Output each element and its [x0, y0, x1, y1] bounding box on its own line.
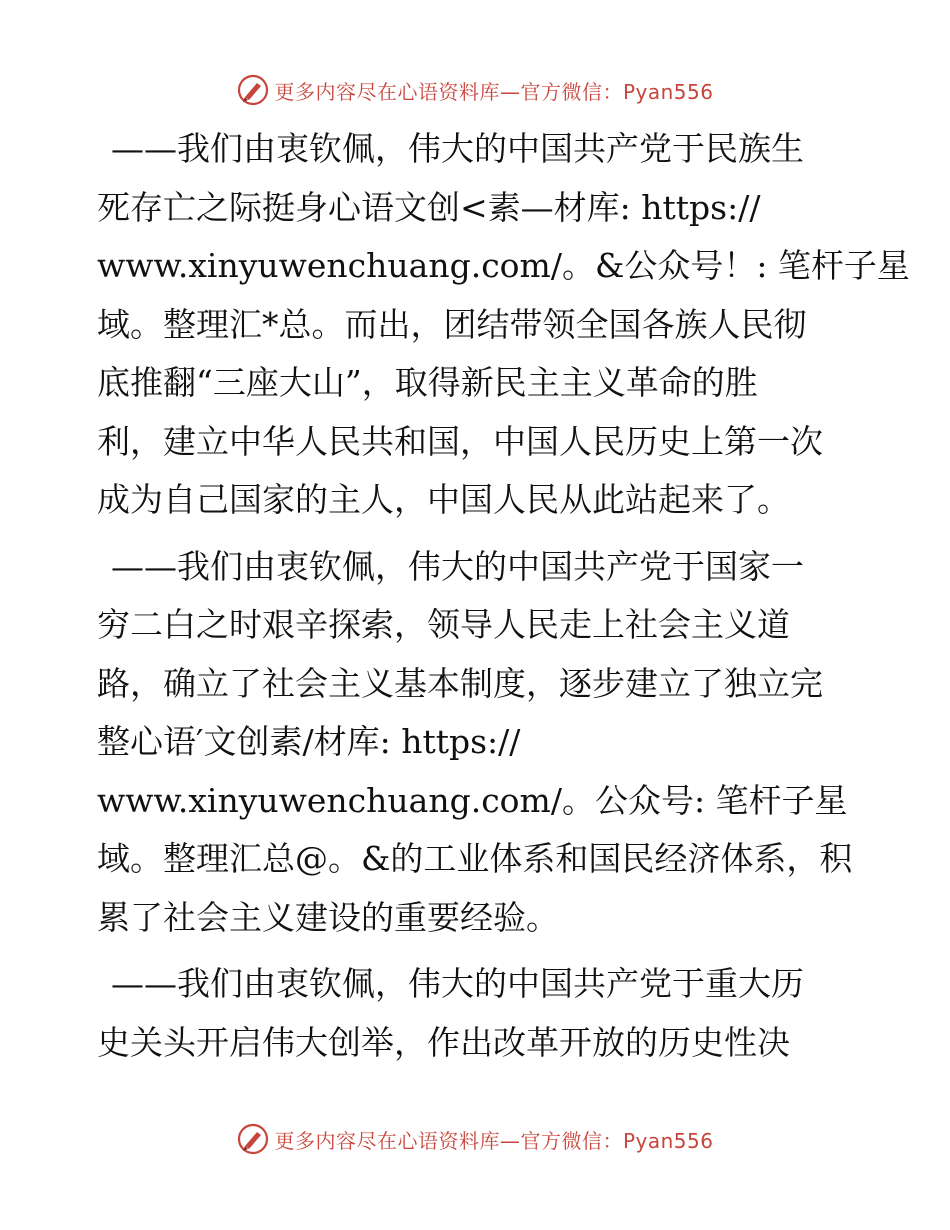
paragraph-3: [97, 955, 857, 1072]
text-line: 累了社会主义建设的重要经验。: [97, 897, 559, 937]
header-banner-text: 更多内容尽在心语资料库—官方微信：Pyan556: [274, 79, 714, 104]
document-body: [97, 120, 910, 1080]
text-line: 史关头开启伟大创举，作出改革开放的历史性决: [97, 1022, 790, 1062]
header-watermark-banner: [0, 72, 950, 108]
paragraph-1: [97, 120, 910, 530]
pen-logo-icon: [236, 1122, 270, 1156]
text-line: ——我们由衷钦佩，伟大的中国共产党于国家一: [111, 546, 804, 586]
text-line: 成为自己国家的主人，中国人民从此站起来了。: [97, 480, 790, 519]
text-line: 域。整理汇*总。而出，团结带领全国各族人民彻: [97, 304, 807, 344]
footer-watermark-banner: [0, 1121, 950, 1157]
pen-logo-icon: [236, 73, 270, 107]
paragraph-2: [97, 538, 857, 948]
text-line: 利，建立中华人民共和国，中国人民历史上第一次: [97, 421, 823, 461]
text-line: 底推翻“三座大山”，取得新民主主义革命的胜: [97, 363, 758, 402]
text-line: 域。整理汇总@。&的工业体系和国民经济体系，积: [97, 839, 853, 878]
text-line: 死存亡之际挺身心语文创<素—材库: https://: [97, 187, 761, 227]
text-line: 整心语′文创素/材库: https://: [97, 722, 521, 761]
text-line: ——我们由衷钦佩，伟大的中国共产党于重大历: [111, 964, 804, 1003]
text-line: 穷二白之时艰辛探索，领导人民走上社会主义道: [97, 605, 790, 644]
footer-banner-text: 更多内容尽在心语资料库—官方微信：Pyan556: [274, 1128, 714, 1153]
text-line: www.xinyuwenchuang.com/。公众号: 笔杆子星: [97, 780, 848, 820]
text-line: 路，确立了社会主义基本制度，逐步建立了独立完: [97, 663, 823, 703]
text-line: www.xinyuwenchuang.com/。&公众号！: 笔杆子星: [97, 246, 910, 285]
text-line: ——我们由衷钦佩，伟大的中国共产党于民族生: [111, 129, 804, 168]
